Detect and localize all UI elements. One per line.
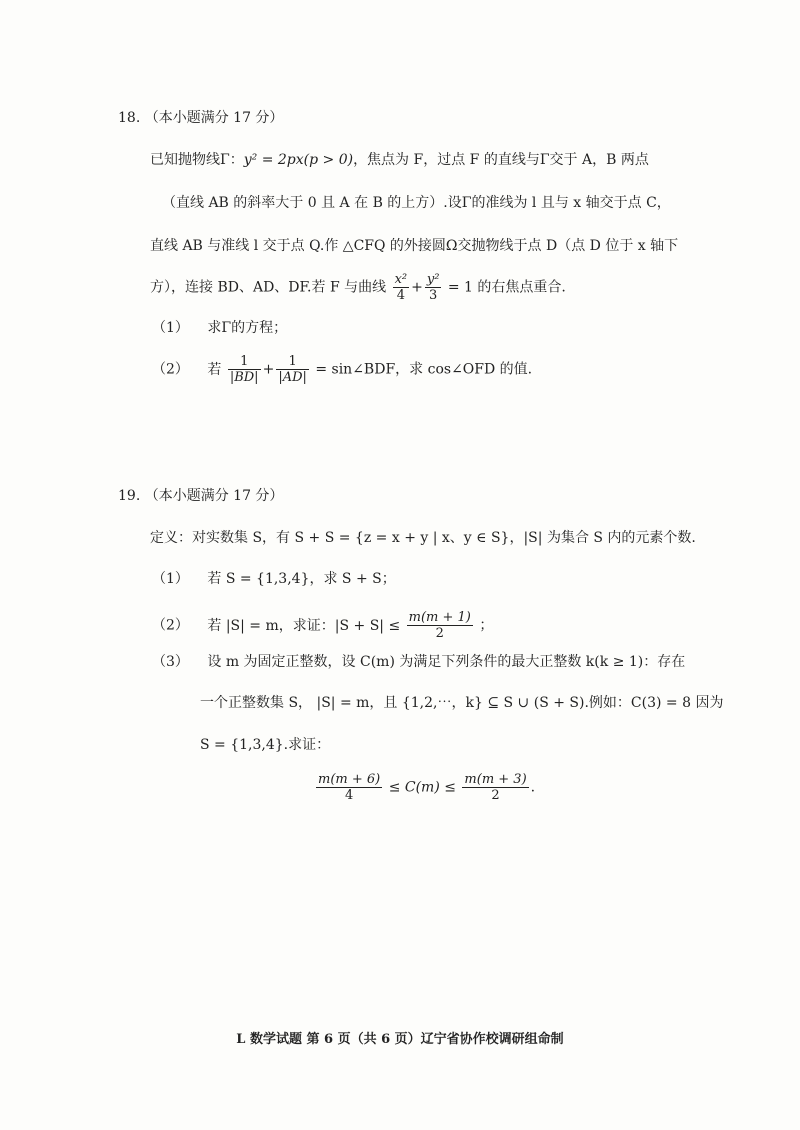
part-number: （3）: [152, 654, 189, 670]
q18-part-2: [152, 354, 532, 385]
fraction-denominator: 2: [491, 788, 500, 803]
q18-l4-text-a: 方），连接 BD、AD、DF.若 F 与曲线: [150, 279, 387, 296]
q18-l1-text-b: ，焦点为 F，过点 F 的直线与Γ交于 A，B 两点: [353, 152, 649, 168]
q19-inequality: [314, 772, 535, 803]
fraction-denominator: 4: [344, 788, 354, 803]
fraction-denominator: 4: [396, 288, 405, 303]
inequality-middle: ≤ C(m) ≤: [388, 779, 456, 796]
part-text-a: 若: [207, 361, 222, 378]
upper-bound-fraction: [462, 772, 528, 803]
ellipse-y-fraction: [425, 272, 442, 303]
m-m-plus-1-over-2-fraction: [407, 610, 473, 641]
q19-part-3-line-2: 一个正整数集 S， |S| = m，且 {1,2,⋯，k} ⊆ S ∪ (S + S).例如：C(3) = 8 因为: [200, 695, 724, 711]
part-text: 求Γ的方程；: [207, 320, 288, 336]
fraction-numerator: m(m + 6): [318, 772, 381, 787]
q18-line-4: [150, 272, 566, 303]
fraction-denominator: 3: [429, 288, 438, 303]
fraction-numerator: 1: [228, 354, 261, 370]
q18-parabola-equation: y² = 2px(p > 0): [243, 152, 354, 168]
page-footer: L 数学试题 第 6 页（共 6 页）辽宁省协作校调研组命制: [236, 1032, 564, 1047]
q18-l1-text-a: 已知抛物线Γ：: [150, 152, 244, 168]
q18-line-2: （直线 AB 的斜率大于 0 且 A 在 B 的上方）.设Γ的准线为 l 且与 x 轴交于点 C，: [162, 195, 671, 211]
q19-part-3: [152, 652, 685, 672]
fraction-numerator: 1: [276, 354, 309, 370]
fraction-numerator: y²: [426, 272, 440, 287]
fraction-numerator: m(m + 3): [464, 772, 527, 787]
plus-sign: +: [262, 361, 275, 378]
part-text-b: ；: [479, 617, 494, 634]
q18-header: 18. （本小题满分 17 分）: [118, 110, 284, 126]
part-text-a: 若 |S| = m，求证：|S + S| ≤: [207, 617, 401, 634]
fraction-denominator: |AD|: [278, 370, 307, 385]
inequality-end: .: [530, 779, 536, 796]
ellipse-x-fraction: [393, 272, 410, 303]
fraction-denominator: 2: [435, 626, 444, 641]
fraction-denominator: |BD|: [229, 370, 259, 385]
q19-part-3-line-3: S = {1,3,4}.求证：: [200, 737, 331, 753]
q19-part-1: [152, 569, 396, 589]
q18-line-1: [150, 150, 649, 170]
q19-header: 19. （本小题满分 17 分）: [118, 488, 284, 504]
q18-part-1: [152, 318, 287, 338]
part-text: 若 S = {1,3,4}，求 S + S；: [207, 571, 396, 587]
part-text-b: = sin∠BDF，求 cos∠OFD 的值.: [315, 361, 533, 378]
plus-sign: +: [411, 279, 423, 296]
reciprocal-ad-fraction: [276, 354, 309, 385]
part-number: （2）: [152, 361, 189, 378]
reciprocal-bd-fraction: [228, 354, 261, 385]
q19-part-2: [152, 610, 493, 641]
part-number: （1）: [152, 320, 189, 336]
q18-l4-text-b: = 1 的右焦点重合.: [447, 279, 566, 296]
q19-definition: 定义：对实数集 S，有 S + S = {z = x + y | x、y ∈ S}，|S| 为集合 S 内的元素个数.: [150, 530, 696, 546]
lower-bound-fraction: [316, 772, 382, 803]
part-number: （1）: [152, 571, 189, 587]
part-text-line-1: 设 m 为固定正整数，设 C(m) 为满足下列条件的最大正整数 k(k ≥ 1)：存在: [207, 654, 686, 670]
fraction-numerator: x²: [394, 272, 408, 287]
fraction-numerator: m(m + 1): [408, 610, 471, 625]
q18-line-3: 直线 AB 与准线 l 交于点 Q.作 △CFQ 的外接圆Ω交抛物线于点 D（点 D 位于 x 轴下: [150, 238, 679, 254]
part-number: （2）: [152, 617, 189, 634]
